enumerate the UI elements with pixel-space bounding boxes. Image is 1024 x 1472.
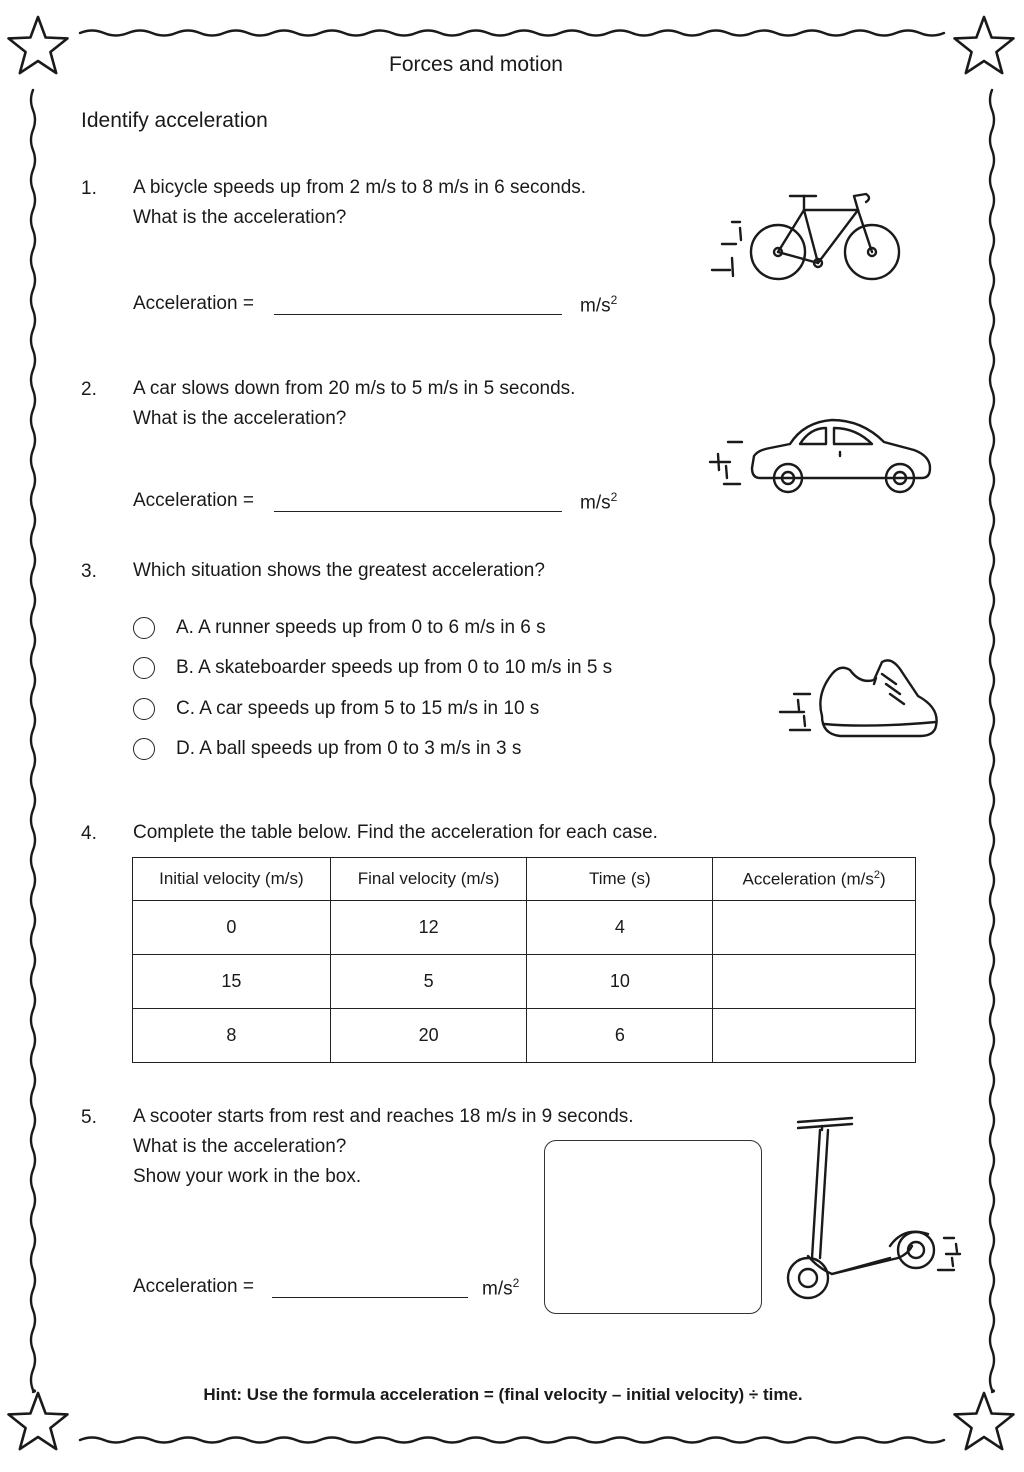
answer-blank[interactable] bbox=[274, 511, 562, 512]
section-heading: Identify acceleration bbox=[81, 109, 268, 132]
table-cell: 6 bbox=[527, 1009, 713, 1063]
answer-unit: $m/s^2$ bbox=[580, 293, 618, 317]
answer-label: Acceleration = bbox=[133, 293, 254, 314]
scooter-icon bbox=[778, 1108, 968, 1308]
answer-unit: $m/s^2$ bbox=[482, 1276, 520, 1300]
question-text: A scooter starts from rest and reaches 18 m/s in 9 seconds. What is the acceleration? Show your work in the box. bbox=[133, 1106, 634, 1187]
question-number: 4. bbox=[81, 823, 97, 844]
question-text: A bicycle speeds up from 2 m/s to 8 m/s in 6 seconds. What is the acceleration? bbox=[133, 177, 587, 228]
header-acceleration: Acceleration $(m/s^2)$ bbox=[713, 858, 916, 901]
table-cell: 0 bbox=[133, 901, 331, 955]
header-time: Time (s) bbox=[527, 858, 713, 901]
question-number: 2. bbox=[81, 379, 97, 400]
table-row bbox=[133, 955, 916, 1009]
radio-button[interactable] bbox=[133, 738, 155, 760]
answer-cell[interactable] bbox=[713, 901, 916, 955]
option-c[interactable]: C. A car speeds up from 5 to 15 m/s in 10 s bbox=[133, 698, 539, 720]
car-icon bbox=[700, 412, 940, 502]
work-box[interactable] bbox=[544, 1140, 762, 1314]
radio-button[interactable] bbox=[133, 698, 155, 720]
table-cell: 15 bbox=[133, 955, 331, 1009]
table-cell: 10 bbox=[527, 955, 713, 1009]
answer-label: Acceleration = bbox=[133, 1276, 254, 1297]
question-text: A car slows down from 20 m/s to 5 m/s in 5 seconds. What is the acceleration? bbox=[133, 378, 576, 429]
header-final-velocity: Final velocity (m/s) bbox=[330, 858, 527, 901]
shoe-icon bbox=[770, 654, 945, 749]
question-number: 5. bbox=[81, 1107, 97, 1128]
option-b[interactable]: B. A skateboarder speeds up from 0 to 10 m/s in 5 s bbox=[133, 657, 612, 679]
question-number: 3. bbox=[81, 561, 97, 582]
answer-cell[interactable] bbox=[713, 955, 916, 1009]
question-number: 1. bbox=[81, 178, 97, 199]
header-initial-velocity: Initial velocity (m/s) bbox=[133, 858, 331, 901]
page-title: Forces and motion bbox=[389, 53, 563, 76]
option-a[interactable]: A. A runner speeds up from 0 to 6 m/s in 6 s bbox=[133, 617, 546, 639]
answer-cell[interactable] bbox=[713, 1009, 916, 1063]
table-cell: 20 bbox=[330, 1009, 527, 1063]
radio-button[interactable] bbox=[133, 657, 155, 679]
radio-button[interactable] bbox=[133, 617, 155, 639]
table-row bbox=[133, 901, 916, 955]
answer-label: Acceleration = bbox=[133, 490, 254, 511]
table-cell: 5 bbox=[330, 955, 527, 1009]
hint-text: Hint: Use the formula acceleration = (final velocity – initial velocity) ÷ time. bbox=[203, 1385, 803, 1404]
option-d[interactable]: D. A ball speeds up from 0 to 3 m/s in 3 s bbox=[133, 738, 521, 760]
question-text: Complete the table below. Find the acceleration for each case. bbox=[133, 822, 658, 843]
table-cell: 4 bbox=[527, 901, 713, 955]
answer-unit: $m/s^2$ bbox=[580, 490, 618, 514]
question-text: Which situation shows the greatest acceleration? bbox=[133, 560, 545, 581]
acceleration-table bbox=[132, 857, 916, 1063]
answer-blank[interactable] bbox=[272, 1297, 468, 1298]
table-header-row bbox=[133, 858, 916, 901]
table-cell: 8 bbox=[133, 1009, 331, 1063]
table-row bbox=[133, 1009, 916, 1063]
table-cell: 12 bbox=[330, 901, 527, 955]
bicycle-icon bbox=[708, 188, 908, 288]
answer-blank[interactable] bbox=[274, 314, 562, 315]
